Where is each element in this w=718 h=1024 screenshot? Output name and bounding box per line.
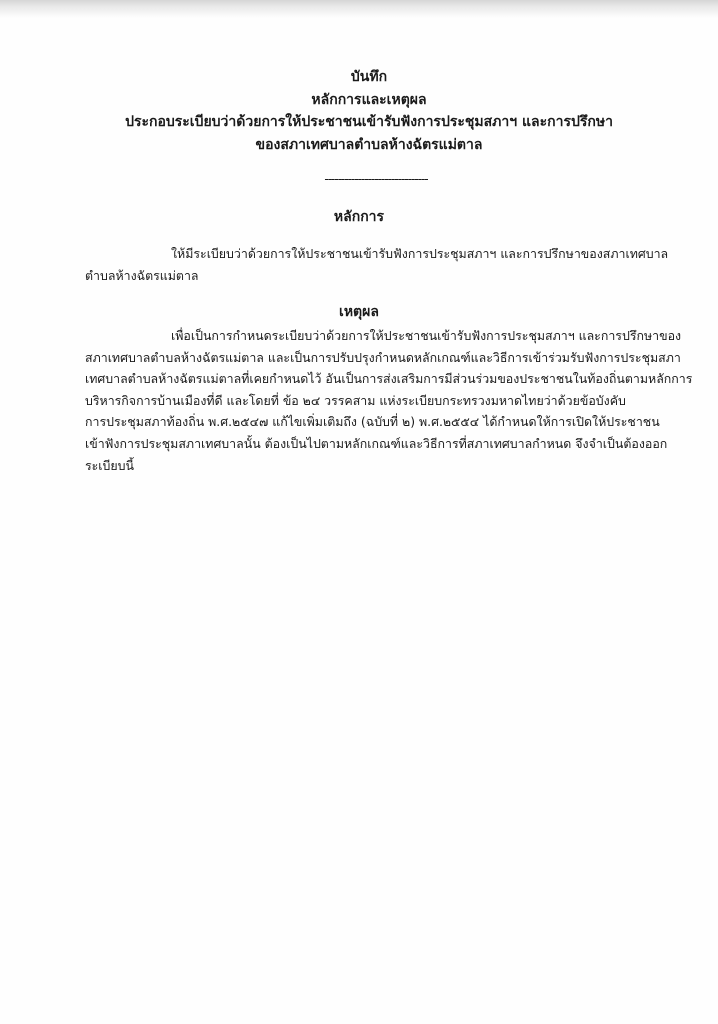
memo-subject-line-1: ประกอบระเบียบว่าด้วยการให้ประชาชนเข้ารับฟังการประชุมสภาฯ และการปรึกษา [125,114,613,130]
principle-paragraph [85,243,685,286]
paragraph-line: ตำบลห้างฉัตรแม่ตาล [85,267,199,283]
paragraph-line: สภาเทศบาลตำบลห้างฉัตรแม่ตาล และเป็นการปรับปรุงกำหนดหลักเกณฑ์และวิธีการเข้าร่วมรับฟังการประชุมสภา [85,349,681,365]
memo-title: บันทึก [350,69,388,85]
paragraph-line: ให้มีระเบียบว่าด้วยการให้ประชาชนเข้ารับฟังการประชุมสภาฯ และการปรึกษาของสภาเทศบาล [171,246,669,261]
memo-heading [60,66,678,156]
paragraph-line: เข้าฟังการประชุมสภาเทศบาลนั้น ต้องเป็นไปตามหลักเกณฑ์และวิธีการที่สภาเทศบาลกำหนด จึงจำเป็นต้องออก [85,435,668,451]
reason-title: เหตุผล [339,304,379,320]
paragraph-line: เทศบาลตำบลห้างฉัตรแม่ตาลที่เคยกำหนดไว้ อันเป็นการส่งเสริมการมีส่วนร่วมของประชาชนในท้องถิ่นตามหลักการ [85,371,693,387]
scan-top-edge [0,0,718,18]
paragraph-line: การประชุมสภาท้องถิ่น พ.ศ.๒๕๔๗ แก้ไขเพิ่มเติมถึง (ฉบับที่ ๒) พ.ศ.๒๕๕๔ ได้กำหนดให้การเปิดให้ประชาชน [85,414,660,430]
principle-title: หลักการ [333,209,385,225]
reason-paragraph [85,325,693,476]
memo-subject-line-2: ของสภาเทศบาลตำบลห้างฉัตรแม่ตาล [255,136,483,153]
memo-subtitle: หลักการและเหตุผล [311,91,427,108]
heading-divider: ------------------------------- [324,172,428,186]
paragraph-line: ระเบียบนี้ [85,457,135,473]
paragraph-line: เพื่อเป็นการกำหนดระเบียบว่าด้วยการให้ประชาชนเข้ารับฟังการประชุมสภาฯ และการปรึกษาของ [171,328,682,343]
paragraph-line: บริหารกิจการบ้านเมืองที่ดี และโดยที่ ข้อ ๒๔ วรรคสาม แห่งระเบียบกระทรวงมหาดไทยว่าด้วยข้อบังคับ [85,392,626,408]
